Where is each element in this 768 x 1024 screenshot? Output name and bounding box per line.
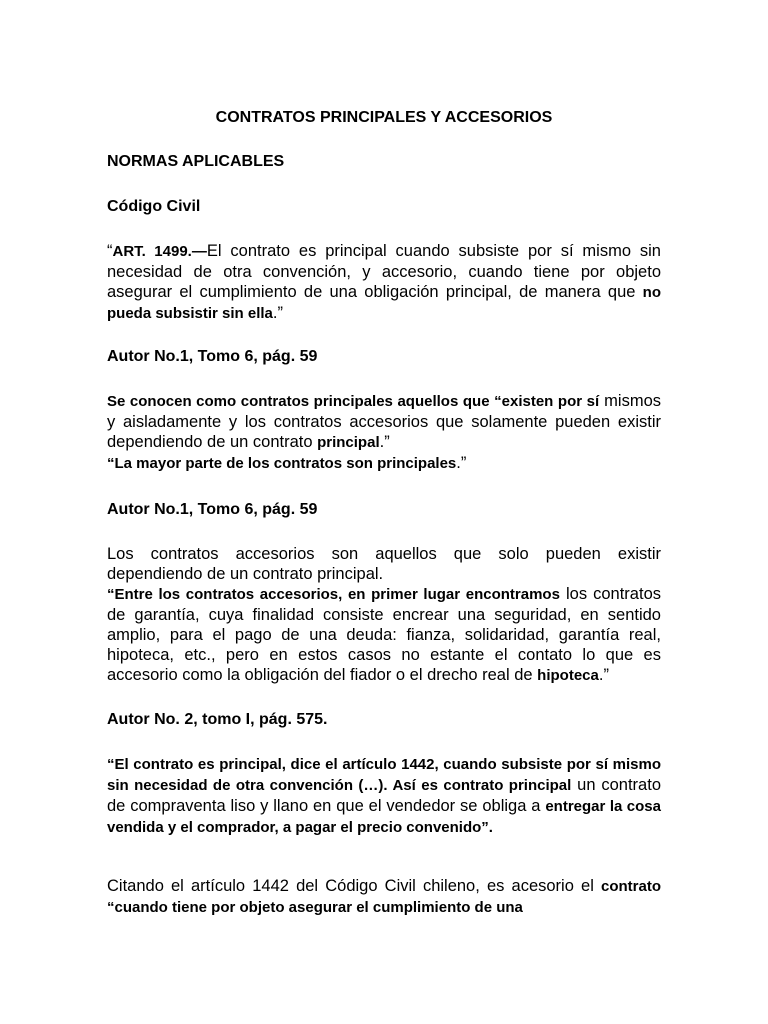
document-title: CONTRATOS PRINCIPALES Y ACCESORIOS	[215, 109, 553, 126]
author-1-a-quote: “La mayor parte de los contratos son principales	[107, 455, 457, 472]
article-emphasis: no pueda subsistir sin ella	[107, 284, 661, 322]
section-heading-normas: NORMAS APLICABLES	[107, 153, 285, 170]
author-1-b-hipoteca: hipoteca	[537, 667, 599, 684]
author-2-heading: Autor No. 2, tomo I, pág. 575.	[107, 711, 328, 728]
author-2-emphasis-end: entregar la cosa vendida y el comprador, a pagar el precio convenido”.	[107, 798, 661, 836]
author-1-a-text: mismos y aisladamente y los contratos accesorios que solamente pueden existir dependiendo de un contrato	[107, 392, 661, 451]
quote-close: .”	[272, 304, 283, 322]
section-heading-codigo-civil: Código Civil	[107, 198, 201, 215]
author-1-b-emphasis: “Entre los contratos accesorios, en primer lugar encontramos	[107, 586, 560, 603]
author-2-emphasis: “El contrato es principal, dice el artículo 1442, cuando subsiste por sí mismo sin necesidad de otra convención (…). Así es contrato principal	[107, 756, 661, 794]
document-body	[107, 104, 661, 918]
author-1-b-intro: Los contratos accesorios son aquellos que solo pueden existir dependiendo de un contrato principal.	[107, 545, 661, 583]
paragraph-author-2	[107, 754, 661, 838]
author-1-heading-b: Autor No.1, Tomo 6, pág. 59	[107, 501, 318, 518]
author-1-a-quote-end: .”	[456, 454, 467, 472]
author-2-text: un contrato de compraventa liso y llano en que el vendedor se obliga a	[107, 776, 661, 815]
final-text: Citando el artículo 1442 del Código Civil chileno, es acesorio el	[107, 877, 601, 895]
article-number: ART. 1499.—	[112, 243, 207, 260]
author-1-a-emphasis: Se conocen como contratos principales aquellos que “existen por sí	[107, 393, 600, 410]
paragraph-final	[107, 876, 661, 918]
author-1-a-principal: principal	[317, 434, 380, 451]
article-text: El contrato es principal cuando subsiste por sí mismo sin necesidad de otra convención, y accesorio, cuando tiene por objeto asegurar el cumplimiento de una obligación principal, de manera que	[107, 242, 661, 301]
author-1-a-quote-close: .”	[379, 433, 390, 451]
paragraph-author-1-b	[107, 544, 661, 686]
quote-open: “	[107, 242, 113, 260]
author-1-b-text: los contratos de garantía, cuya finalidad consiste encrear una seguridad, en sentido amplio, para el pago de una deuda: fianza, solidaridad, garantía real, hipoteca, etc., pero en estos casos no estante el contato lo que es accesorio como la obligación del fiador o el drecho real de	[107, 585, 661, 684]
author-1-heading-a: Autor No.1, Tomo 6, pág. 59	[107, 348, 318, 365]
paragraph-art-1499	[107, 241, 661, 324]
final-emphasis: contrato “cuando tiene por objeto asegurar el cumplimiento de una	[107, 878, 661, 916]
author-1-b-quote-close: .”	[598, 666, 609, 684]
paragraph-author-1-a	[107, 391, 661, 474]
